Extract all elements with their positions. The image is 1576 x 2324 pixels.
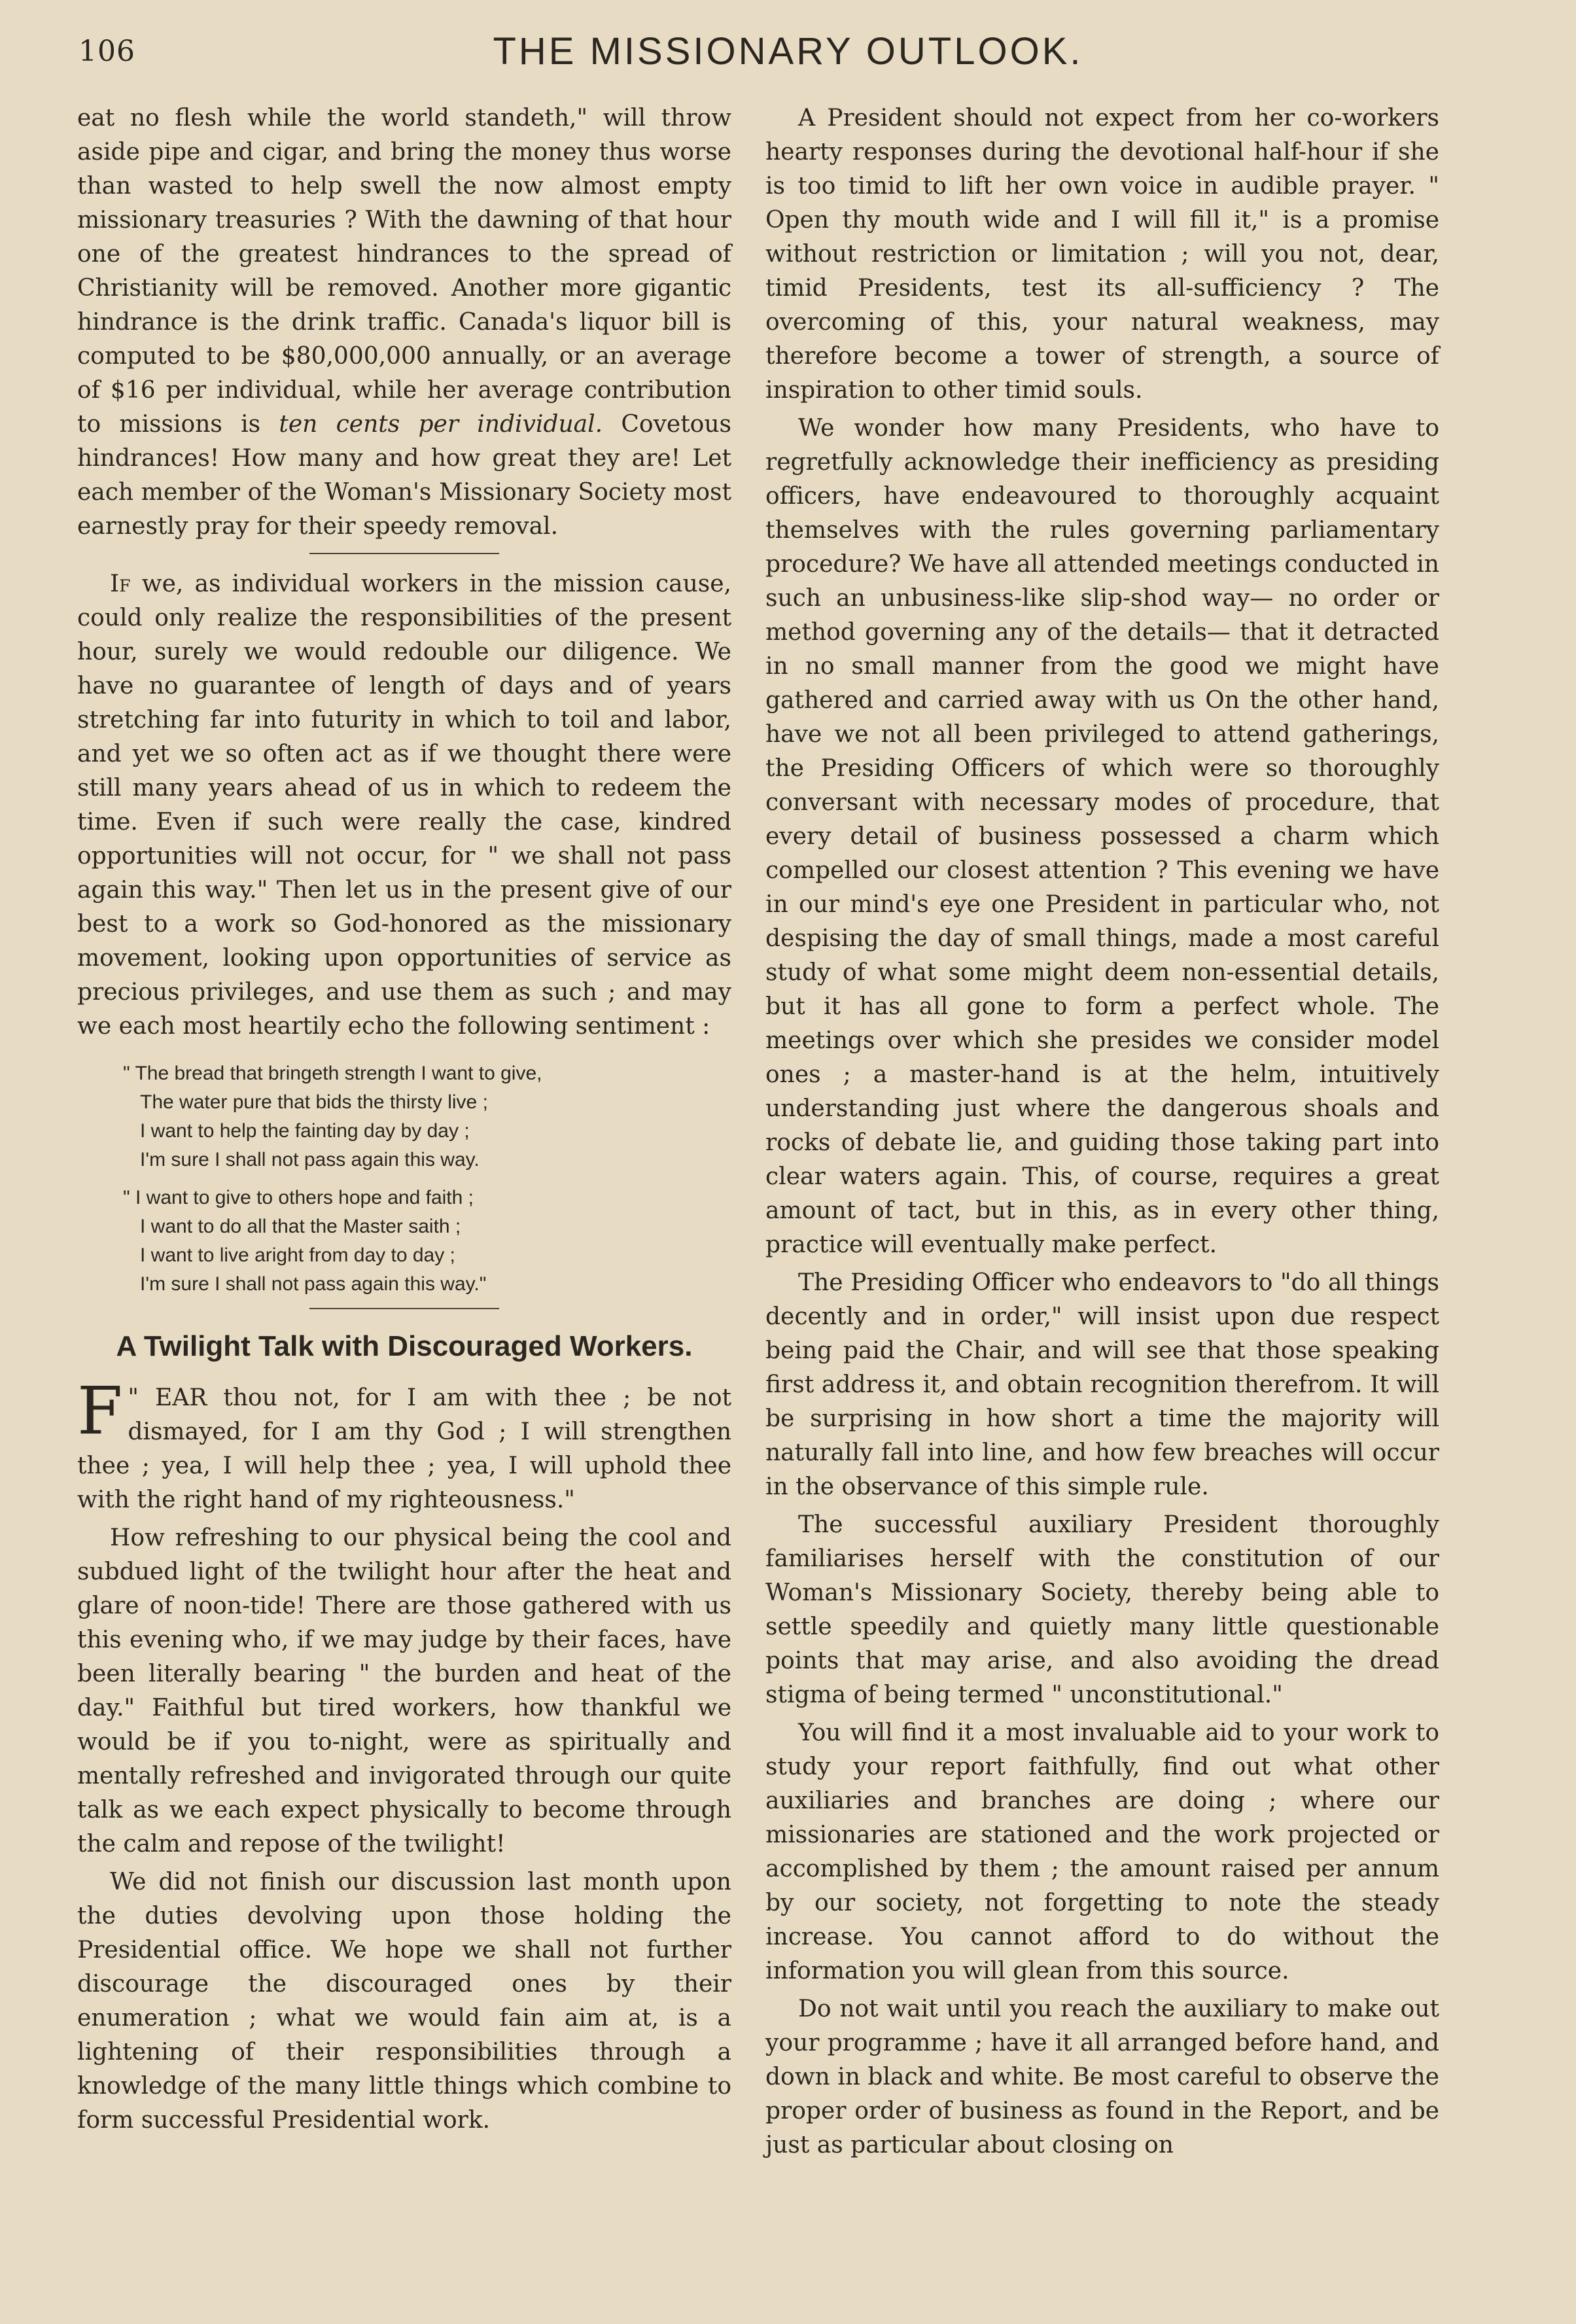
second-paragraph: If we, as individual workers in the mission cause, could only realize the responsibilities of the present hour, surely we would redouble our diligence. We have no guarantee of length of days and of years stretching far into futurity in which to toil and labor, and yet we so often act as if we thought there were still many years ahead of us in which to redeem the time. Even if such were really the case, kindred opportunities will not occur, for " we shall not pass again this way." Then let us in the present give of our best to a work so God-honored as the missionary movement, looking upon opportunities of service as precious privileges, and use them as such ; and may we each most heartily echo the following sentiment : xyxy=(77,571,731,1040)
right-column xyxy=(765,101,1439,2166)
poem-line: The water pure that bids the thirsty live ; xyxy=(140,1091,488,1113)
drop-cap: F xyxy=(77,1373,123,1449)
poem-line: I want to live aright from day to day ; xyxy=(140,1244,455,1266)
left-column xyxy=(77,101,731,2141)
poem-line: I want to help the fainting day by day ; xyxy=(140,1120,470,1142)
article-paragraph: Do not wait until you reach the auxiliary to make out your programme ; have it all arranged before hand, and down in black and white. Be most careful to observe the proper order of business as found in the Report, and be just as particular about closing on xyxy=(765,1996,1439,2158)
article-paragraph: " F EAR thou not, for I am with thee ; be not dismayed, for I am thy God ; I will strengthen thee ; yea, I will help thee ; yea, I will uphold thee with the right hand of my righteousness." xyxy=(77,1373,731,1513)
poem-line: " The bread that bringeth strength I want to give, xyxy=(123,1063,542,1084)
article-paragraph: A President should not expect from her co-workers hearty responses during the devotional half-hour if she is too timid to lift her own voice in audible prayer. " Open thy mouth wide and I will fill it," is a promise without restriction or limitation ; will you not, dear, timid Presidents, test its all-sufficiency ? The overcoming of this, your natural weakness, may therefore become a tower of strength, a source of inspiration to other timid souls. xyxy=(765,105,1439,404)
section-divider xyxy=(309,1308,499,1309)
page-number: 106 xyxy=(79,35,135,68)
intro-paragraph: eat no flesh while the world standeth," will throw aside pipe and cigar, and bring the money thus worse than wasted to help swell the now almost empty missionary treasuries ? With the dawning of that hour one of the greatest hindrances to the spread of Christianity will be removed. Another more gigantic hindrance is the drink traffic. Canada's liquor bill is computed to be $80,000,000 annually, or an average of $16 per individual, while her average contribution to missions is ten cents per individual. Covetous hindrances! How many and how great they are! Let each member of the Woman's Missionary Society most earnestly pray for their speedy removal. xyxy=(77,105,732,540)
page-header xyxy=(79,29,1497,75)
article-paragraph: We wonder how many Presidents, who have to regretfully acknowledge their inefficiency as presiding officers, have endeavoured to thoroughly acquaint themselves with the rules governing parliamentary procedure? We have all attended meetings conducted in such an unbusiness-like slip-shod way— no order or method governing any of the details— that it detracted in no small manner from the good we might have gathered and carried away with us On the other hand, have we not all been privileged to attend gatherings, the Presiding Officers of which were so thoroughly conversant with necessary modes of procedure, that every detail of business possessed a charm which compelled our closest attention ? This evening we have in our mind's eye one President in particular who, not despising the day of small things, made a most careful study of what some might deem non-essential details, but it has all gone to form a perfect whole. The meetings over which she presides we consider model ones ; a master-hand is at the helm, intuitively understanding just where the dangerous shoals and rocks of debate lie, and guiding those taking part into clear waters again. This, of course, requires a great amount of tact, but in this, as in every other thing, practice will eventually make perfect. xyxy=(765,415,1439,1258)
poem xyxy=(123,1059,731,1299)
poem-stanza xyxy=(123,1059,731,1174)
article-paragraph: How refreshing to our physical being the cool and subdued light of the twilight hour after the heat and glare of noon-tide! There are those gathered with us this evening who, if we may judge by their faces, have been literally bearing " the burden and heat of the day." Faithful but tired workers, how thankful we would be if you to-night, were as spiritually and mentally refreshed and invigorated through our quite talk as we each expect physically to become through the calm and repose of the twilight! xyxy=(77,1524,731,1857)
emphasis-text: ten cents per individual. xyxy=(279,411,603,438)
section-divider xyxy=(309,553,499,554)
poem-stanza xyxy=(123,1184,731,1299)
article-paragraph: The Presiding Officer who endeavors to "do all things decently and in order," will insist upon due respect being paid the Chair, and will see that those speaking first address it, and obtain recognition therefrom. It will be surprising in how short a time the majority will naturally fall into line, and how few breaches will occur in the observance of this simple rule. xyxy=(765,1269,1439,1500)
article-paragraph: We did not finish our discussion last month upon the duties devolving upon those holding the Presidential office. We hope we shall not further discourage the discouraged ones by their enumeration ; what we would fain aim at, is a lightening of their responsibilities through a knowledge of the many little things which combine to form successful Presidential work. xyxy=(77,1869,731,2134)
poem-line: " I want to give to others hope and faith ; xyxy=(123,1187,474,1208)
magazine-title: THE MISSIONARY OUTLOOK. xyxy=(493,30,1083,73)
article-paragraph: The successful auxiliary President thoroughly familiarises herself with the constitution of our Woman's Missionary Society, thereby being able to settle speedily and quietly many little questionable points that may arise, and also avoiding the dread stigma of being termed " unconstitutional." xyxy=(765,1511,1439,1708)
poem-line: I want to do all that the Master saith ; xyxy=(140,1216,461,1237)
article-title: A Twilight Talk with Discouraged Workers. xyxy=(116,1330,693,1362)
poem-line: I'm sure I shall not pass again this way. xyxy=(140,1149,480,1171)
poem-line: I'm sure I shall not pass again this way." xyxy=(140,1273,487,1295)
article-paragraph: You will find it a most invaluable aid to your work to study your report faithfully, find out what other auxiliaries and branches are doing ; where our missionaries are stationed and the work projected or accomplished by them ; the amount raised per annum by our society, not forgetting to note the steady increase. You cannot afford to do without the information you will glean from this source. xyxy=(765,1719,1439,1984)
